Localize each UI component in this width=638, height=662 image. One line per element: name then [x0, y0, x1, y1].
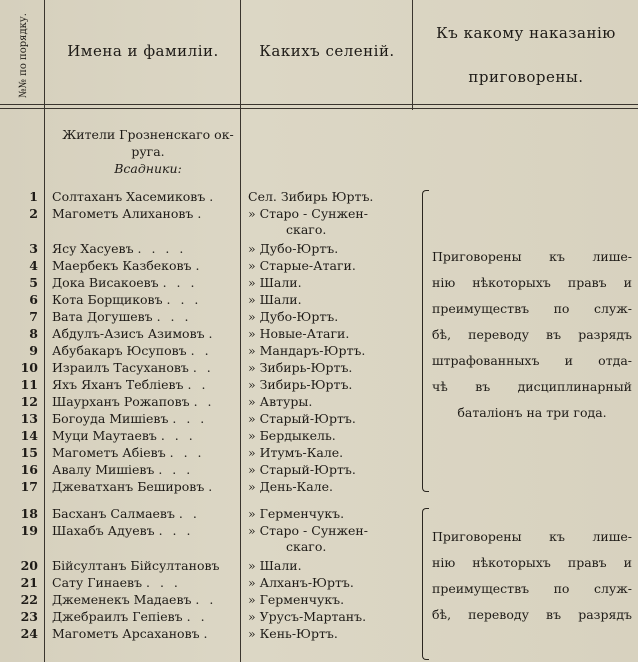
row-village: » Шали. — [248, 292, 302, 307]
row-dots: . . — [187, 377, 209, 392]
row-name-text: Авалу Мишiевъ — [52, 462, 155, 477]
row-number: 13 — [20, 411, 38, 426]
row-dots: . . . — [160, 428, 196, 443]
row-name — [52, 188, 242, 206]
verdict-line: штрафованныхъ и отда- — [432, 353, 632, 368]
verdict-line: бѣ, переводу въ разрядъ — [432, 607, 632, 622]
row-dots: . . — [178, 506, 200, 521]
row-number: 7 — [29, 309, 38, 324]
row-village: » Старо - Сунжен- — [248, 523, 368, 538]
district-title — [58, 126, 238, 160]
row-dots: . . . — [162, 275, 198, 290]
row-dots: . — [203, 626, 211, 641]
riders-subheading: Всадники: — [114, 161, 182, 176]
row-village: » Мандаръ-Юртъ. — [248, 343, 366, 358]
district-title-line2: руга. — [131, 144, 165, 159]
row-number: 6 — [29, 292, 38, 307]
header-names: Имена и фамиліи. — [67, 42, 219, 60]
row-dots: . — [208, 326, 216, 341]
row-number: 11 — [20, 377, 38, 392]
verdict-line: Приговорены къ лише- — [432, 249, 632, 264]
row-name-text: Магометъ Абiевъ — [52, 445, 166, 460]
row-village: » Автуры. — [248, 394, 313, 409]
row-name-text: Вата Догушевъ — [52, 309, 153, 324]
row-village: » Старые-Атаги. — [248, 258, 356, 273]
row-dots: . . — [190, 343, 212, 358]
row-village: » Дубо-Юртъ. — [248, 241, 339, 256]
row-name-text: Магометъ Арсахановъ — [52, 626, 200, 641]
row-number: 12 — [20, 394, 38, 409]
row-name — [52, 427, 242, 445]
column-rule — [44, 0, 45, 662]
row-number: 17 — [20, 479, 38, 494]
verdict-group-1 — [432, 244, 632, 426]
row-name — [52, 574, 242, 592]
row-name-text: Джеватханъ Бешировъ — [52, 479, 205, 494]
row-dots: . . . — [158, 523, 194, 538]
verdict-group-2 — [432, 524, 632, 628]
row-number: 4 — [29, 258, 38, 273]
row-name-text: Израилъ Тасухановъ — [52, 360, 189, 375]
row-name — [52, 393, 242, 411]
row-dots: . . — [195, 592, 217, 607]
verdict-line: преимуществъ по служ- — [432, 581, 632, 596]
verdict-line: чѣ въ дисциплинарный — [432, 379, 632, 394]
row-village: » Шали. — [248, 275, 302, 290]
row-number: 2 — [29, 206, 38, 221]
row-name — [52, 478, 242, 496]
header-villages: Какихъ селеній. — [259, 42, 395, 60]
row-name — [52, 591, 242, 609]
row-name-text: Ясу Хасуевъ — [52, 241, 134, 256]
row-village: » Новые-Атаги. — [248, 326, 350, 341]
row-dots: . . . . — [137, 241, 187, 256]
verdict-line: преимуществъ по служ- — [432, 301, 632, 316]
row-name-text: Дока Висакоевъ — [52, 275, 159, 290]
row-name-text: Маербекъ Казбековъ — [52, 258, 192, 273]
row-number: 8 — [29, 326, 38, 341]
row-dots: . . . — [169, 445, 205, 460]
row-name-text: Богоуда Мишiевъ — [52, 411, 169, 426]
header-punishment-line1: Къ какому наказанію — [436, 24, 616, 42]
row-village: » Герменчукъ. — [248, 506, 345, 521]
row-number: 1 — [29, 189, 38, 204]
row-name — [52, 608, 242, 626]
row-name — [52, 308, 242, 326]
header-number-column — [8, 10, 38, 100]
row-name-text: Бiйсултанъ Бiйсултановъ — [52, 558, 220, 573]
row-number: 18 — [20, 506, 38, 521]
row-number: 23 — [20, 609, 38, 624]
row-name-text: Кота Борщиковъ — [52, 292, 163, 307]
row-dots: . . . — [146, 575, 181, 590]
verdict-line: бѣ, переводу въ разрядъ — [432, 327, 632, 342]
row-name — [52, 376, 242, 394]
verdict-line: Приговорены къ лише- — [432, 529, 632, 544]
row-village: » Зибирь-Юртъ. — [248, 377, 353, 392]
row-village: » Бердыкель. — [248, 428, 336, 443]
row-village: » Шали. — [248, 558, 302, 573]
row-village: Сел. Зибирь Юртъ. — [248, 189, 374, 204]
row-number: 16 — [20, 462, 38, 477]
row-name-text: Шахабъ Адуевъ — [52, 523, 155, 538]
row-number: 9 — [29, 343, 38, 358]
group-brace — [422, 190, 429, 492]
row-village: » Кень-Юртъ. — [248, 626, 338, 641]
row-name — [52, 325, 242, 343]
row-number: 3 — [29, 241, 38, 256]
column-rule — [412, 0, 413, 110]
row-name — [52, 359, 242, 377]
row-village: » Дубо-Юртъ. — [248, 309, 339, 324]
row-village-continuation: скаго. — [286, 539, 327, 554]
row-name-text: Абдулъ-Азисъ Азимовъ — [52, 326, 205, 341]
header-rule — [0, 108, 638, 109]
row-dots: . . . — [172, 411, 208, 426]
row-number: 24 — [20, 626, 38, 641]
row-number: 21 — [20, 575, 38, 590]
row-village: » Старый-Юртъ. — [248, 411, 356, 426]
row-name — [52, 557, 242, 575]
row-name-text: Муци Маутаевъ — [52, 428, 157, 443]
row-name — [52, 625, 242, 643]
row-village: » Зибирь-Юртъ. — [248, 360, 353, 375]
row-name-text: Абубакаръ Юсуповъ — [52, 343, 187, 358]
header-punishment-line2: приговорены. — [468, 68, 584, 86]
row-village: » Герменчукъ. — [248, 592, 345, 607]
row-dots: . . — [193, 394, 215, 409]
row-name-text: Шаурханъ Рожаповъ — [52, 394, 190, 409]
row-number: 15 — [20, 445, 38, 460]
row-dots: . — [195, 258, 203, 273]
row-dots: . . . — [156, 309, 192, 324]
row-name — [52, 257, 242, 275]
row-dots: . . . — [158, 462, 194, 477]
row-village: » Алханъ-Юртъ. — [248, 575, 354, 590]
row-dots: . — [197, 206, 205, 221]
row-village: » День-Кале. — [248, 479, 333, 494]
row-village: » Итумъ-Кале. — [248, 445, 344, 460]
row-village: » Урусъ-Мартанъ. — [248, 609, 367, 624]
row-name — [52, 444, 242, 462]
row-name-text: Солтаханъ Хасемиковъ — [52, 189, 206, 204]
district-title-line1: Жители Грозненскаго ок- — [62, 127, 234, 142]
row-dots: . — [208, 479, 216, 494]
row-dots: . — [209, 189, 217, 204]
row-name-text: Сату Гинаевъ — [52, 575, 143, 590]
verdict-line: нію нѣкоторыхъ правъ и — [432, 275, 632, 290]
row-name — [52, 205, 242, 223]
row-name — [52, 240, 242, 258]
row-name-text: Джеменекъ Мадаевъ — [52, 592, 192, 607]
row-number: 10 — [20, 360, 38, 375]
row-number: 19 — [20, 523, 38, 538]
row-name — [52, 410, 242, 428]
row-village: » Старый-Юртъ. — [248, 462, 356, 477]
header-punishment — [416, 20, 636, 90]
row-name — [52, 291, 242, 309]
row-name-text: Магометъ Алихановъ — [52, 206, 194, 221]
row-village: » Старо - Сунжен- — [248, 206, 368, 221]
verdict-line: баталіонъ на три года. — [457, 405, 607, 420]
row-dots: . . — [186, 609, 208, 624]
row-name-text: Джебраилъ Гепiевъ — [52, 609, 183, 624]
row-dots: . . — [192, 360, 214, 375]
header-number-label: №№ по порядку. — [17, 12, 29, 98]
row-number: 14 — [20, 428, 38, 443]
row-village-continuation: скаго. — [286, 222, 327, 237]
row-number: 22 — [20, 592, 38, 607]
row-name-text: Басханъ Салмаевъ — [52, 506, 175, 521]
row-name — [52, 274, 242, 292]
verdict-line: нію нѣкоторыхъ правъ и — [432, 555, 632, 570]
row-name — [52, 522, 242, 540]
row-number: 20 — [20, 558, 38, 573]
row-name — [52, 342, 242, 360]
group-brace — [422, 508, 429, 660]
header-rule — [0, 104, 638, 105]
row-number: 5 — [29, 275, 38, 290]
row-name — [52, 461, 242, 479]
row-dots: . . . — [166, 292, 202, 307]
row-name — [52, 505, 242, 523]
row-name-text: Яхъ Яханъ Теблiевъ — [52, 377, 184, 392]
